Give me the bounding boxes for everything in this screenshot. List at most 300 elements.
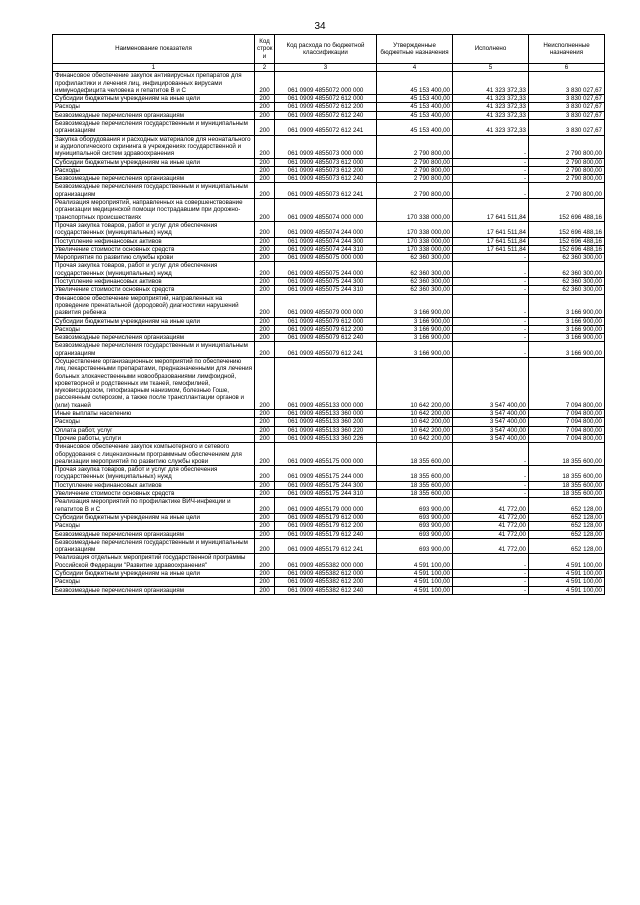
table-row	[53, 103, 605, 111]
executed-amount-cell: -	[453, 286, 529, 294]
table-row	[53, 254, 605, 262]
executed-amount-cell: -	[453, 490, 529, 498]
column-header-budget-code: Код расхода по бюджетной классификации	[275, 35, 377, 64]
table-row	[53, 418, 605, 426]
line-code-cell: 200	[255, 513, 275, 521]
unexecuted-amount-cell: 3 166 900,00	[529, 342, 605, 358]
budget-code-cell: 061 0909 4855072 612 000	[275, 95, 377, 103]
column-numbers-row	[53, 64, 605, 72]
approved-amount-cell: 693 900,00	[377, 522, 453, 530]
table-row	[53, 357, 605, 409]
indicator-name-cell: Субсидии бюджетным учреждениям на иные цели	[53, 570, 255, 578]
table-row	[53, 166, 605, 174]
approved-amount-cell: 693 900,00	[377, 538, 453, 554]
approved-amount-cell: 18 355 600,00	[377, 481, 453, 489]
indicator-name-cell: Закупка оборудования и расходных материалов для неонатального и аудиологического скрининга в учреждениях государственной и муниципальной систем здравоохранения	[53, 135, 255, 158]
table-row	[53, 158, 605, 166]
approved-amount-cell: 693 900,00	[377, 513, 453, 521]
table-row	[53, 237, 605, 245]
unexecuted-amount-cell: 7 094 800,00	[529, 418, 605, 426]
approved-amount-cell: 45 153 400,00	[377, 103, 453, 111]
unexecuted-amount-cell: 2 790 800,00	[529, 166, 605, 174]
budget-code-cell: 061 0909 4855073 612 241	[275, 183, 377, 199]
table-row	[53, 538, 605, 554]
indicator-name-cell: Расходы	[53, 522, 255, 530]
budget-code-cell: 061 0909 4855382 612 200	[275, 578, 377, 586]
budget-code-cell: 061 0909 4855075 000 000	[275, 254, 377, 262]
table-row	[53, 334, 605, 342]
unexecuted-amount-cell: 3 830 027,67	[529, 95, 605, 103]
approved-amount-cell: 4 591 100,00	[377, 586, 453, 594]
executed-amount-cell: -	[453, 294, 529, 317]
budget-code-cell: 061 0909 4855079 000 000	[275, 294, 377, 317]
line-code-cell: 200	[255, 317, 275, 325]
table-row	[53, 95, 605, 103]
executed-amount-cell: 41 772,00	[453, 498, 529, 514]
approved-amount-cell: 10 642 200,00	[377, 426, 453, 434]
executed-amount-cell: 3 547 400,00	[453, 357, 529, 409]
line-code-cell: 200	[255, 586, 275, 594]
line-code-cell: 200	[255, 158, 275, 166]
column-header-executed: Исполнено	[453, 35, 529, 64]
table-row	[53, 554, 605, 570]
budget-code-cell: 061 0909 4855133 360 226	[275, 434, 377, 442]
line-code-cell: 200	[255, 286, 275, 294]
executed-amount-cell: 41 772,00	[453, 513, 529, 521]
column-header-name: Наименование показателя	[53, 35, 255, 64]
executed-amount-cell: 41 323 372,33	[453, 120, 529, 136]
line-code-cell: 200	[255, 199, 275, 222]
unexecuted-amount-cell: 2 790 800,00	[529, 183, 605, 199]
table-row	[53, 278, 605, 286]
line-code-cell: 200	[255, 410, 275, 418]
line-code-cell: 200	[255, 498, 275, 514]
approved-amount-cell: 170 338 000,00	[377, 199, 453, 222]
unexecuted-amount-cell: 3 166 900,00	[529, 317, 605, 325]
unexecuted-amount-cell: 7 094 800,00	[529, 410, 605, 418]
approved-amount-cell: 10 642 200,00	[377, 410, 453, 418]
line-code-cell: 200	[255, 175, 275, 183]
table-row	[53, 294, 605, 317]
approved-amount-cell: 2 790 800,00	[377, 175, 453, 183]
table-row	[53, 325, 605, 333]
line-code-cell: 200	[255, 103, 275, 111]
table-row	[53, 342, 605, 358]
executed-amount-cell: -	[453, 278, 529, 286]
column-number: 3	[275, 64, 377, 72]
line-code-cell: 200	[255, 325, 275, 333]
unexecuted-amount-cell: 2 790 800,00	[529, 135, 605, 158]
indicator-name-cell: Финансовое обеспечение мероприятий, направленных на проведение пренатальной (дородовой) диагностики нарушений развития ребенка	[53, 294, 255, 317]
approved-amount-cell: 693 900,00	[377, 498, 453, 514]
executed-amount-cell: -	[453, 135, 529, 158]
table-row	[53, 286, 605, 294]
column-number: 1	[53, 64, 255, 72]
budget-code-cell: 061 0909 4855382 612 240	[275, 586, 377, 594]
indicator-name-cell: Безвозмездные перечисления организациям	[53, 111, 255, 119]
approved-amount-cell: 45 153 400,00	[377, 95, 453, 103]
table-row	[53, 175, 605, 183]
line-code-cell: 200	[255, 342, 275, 358]
unexecuted-amount-cell: 152 696 488,16	[529, 221, 605, 237]
indicator-name-cell: Финансовое обеспечение закупок компьютерного и сетевого оборудования с лицензионным программным обеспечением для реализации мероприятий по развитию службы крови	[53, 443, 255, 466]
indicator-name-cell: Безвозмездные перечисления государственным и муниципальным организациям	[53, 342, 255, 358]
budget-code-cell: 061 0909 4855133 000 000	[275, 357, 377, 409]
budget-code-cell: 061 0909 4855079 612 241	[275, 342, 377, 358]
unexecuted-amount-cell: 4 591 100,00	[529, 586, 605, 594]
unexecuted-amount-cell: 7 094 800,00	[529, 426, 605, 434]
executed-amount-cell: 17 641 511,84	[453, 221, 529, 237]
budget-code-cell: 061 0909 4855133 360 220	[275, 426, 377, 434]
indicator-name-cell: Расходы	[53, 578, 255, 586]
executed-amount-cell: -	[453, 334, 529, 342]
budget-code-cell: 061 0909 4855072 612 241	[275, 120, 377, 136]
executed-amount-cell: 41 772,00	[453, 522, 529, 530]
indicator-name-cell: Субсидии бюджетным учреждениям на иные цели	[53, 513, 255, 521]
executed-amount-cell: -	[453, 317, 529, 325]
column-number: 5	[453, 64, 529, 72]
budget-code-cell: 061 0909 4855072 000 000	[275, 72, 377, 95]
unexecuted-amount-cell: 2 790 800,00	[529, 175, 605, 183]
executed-amount-cell: -	[453, 325, 529, 333]
indicator-name-cell: Прочая закупка товаров, работ и услуг для обеспечения государственных (муниципальных) нужд	[53, 221, 255, 237]
approved-amount-cell: 62 360 300,00	[377, 278, 453, 286]
budget-code-cell: 061 0909 4855073 612 200	[275, 166, 377, 174]
indicator-name-cell: Расходы	[53, 418, 255, 426]
indicator-name-cell: Расходы	[53, 103, 255, 111]
line-code-cell: 200	[255, 111, 275, 119]
executed-amount-cell: 41 323 372,33	[453, 72, 529, 95]
budget-code-cell: 061 0909 4855175 244 300	[275, 481, 377, 489]
approved-amount-cell: 693 900,00	[377, 530, 453, 538]
executed-amount-cell: -	[453, 254, 529, 262]
unexecuted-amount-cell: 3 166 900,00	[529, 325, 605, 333]
executed-amount-cell: 3 547 400,00	[453, 410, 529, 418]
indicator-name-cell: Увеличение стоимости основных средств	[53, 245, 255, 253]
budget-code-cell: 061 0909 4855175 000 000	[275, 443, 377, 466]
unexecuted-amount-cell: 4 591 100,00	[529, 554, 605, 570]
indicator-name-cell: Осуществление организационных мероприятий по обеспечению лиц лекарственными препаратами, предназначенными для лечения больных злокачественными новообразованиями лимфоидной, кроветворной и родственных им тканей, гемофилией, муковисцидозом, гипофизарным нанизмом, болезнью Гоше, рассеянным склерозом, а также после трансплантации органов и (или) тканей	[53, 357, 255, 409]
indicator-name-cell: Субсидии бюджетным учреждениям на иные цели	[53, 317, 255, 325]
column-number: 6	[529, 64, 605, 72]
line-code-cell: 200	[255, 481, 275, 489]
unexecuted-amount-cell: 7 094 800,00	[529, 434, 605, 442]
indicator-name-cell: Расходы	[53, 166, 255, 174]
indicator-name-cell: Поступление нефинансовых активов	[53, 278, 255, 286]
indicator-name-cell: Поступление нефинансовых активов	[53, 237, 255, 245]
budget-code-cell: 061 0909 4855382 000 000	[275, 554, 377, 570]
page-number: 34	[314, 21, 326, 32]
approved-amount-cell: 3 166 900,00	[377, 334, 453, 342]
approved-amount-cell: 45 153 400,00	[377, 72, 453, 95]
indicator-name-cell: Увеличение стоимости основных средств	[53, 490, 255, 498]
table-row	[53, 410, 605, 418]
executed-amount-cell: 41 772,00	[453, 530, 529, 538]
budget-code-cell: 061 0909 4855075 244 300	[275, 278, 377, 286]
unexecuted-amount-cell: 3 166 900,00	[529, 334, 605, 342]
indicator-name-cell: Мероприятия по развитию службы крови	[53, 254, 255, 262]
table-row	[53, 481, 605, 489]
table-row	[53, 262, 605, 278]
executed-amount-cell: 41 323 372,33	[453, 111, 529, 119]
unexecuted-amount-cell: 7 094 800,00	[529, 357, 605, 409]
line-code-cell: 200	[255, 490, 275, 498]
approved-amount-cell: 170 338 000,00	[377, 245, 453, 253]
unexecuted-amount-cell: 62 360 300,00	[529, 278, 605, 286]
approved-amount-cell: 45 153 400,00	[377, 111, 453, 119]
table-row	[53, 221, 605, 237]
budget-code-cell: 061 0909 4855175 244 310	[275, 490, 377, 498]
table-row	[53, 570, 605, 578]
budget-code-cell: 061 0909 4855072 612 240	[275, 111, 377, 119]
unexecuted-amount-cell: 18 355 600,00	[529, 443, 605, 466]
table-row	[53, 513, 605, 521]
executed-amount-cell: -	[453, 342, 529, 358]
executed-amount-cell: 3 547 400,00	[453, 418, 529, 426]
budget-code-cell: 061 0909 4855074 244 000	[275, 221, 377, 237]
executed-amount-cell: -	[453, 586, 529, 594]
budget-code-cell: 061 0909 4855133 360 200	[275, 418, 377, 426]
approved-amount-cell: 2 790 800,00	[377, 166, 453, 174]
line-code-cell: 200	[255, 120, 275, 136]
table-row	[53, 317, 605, 325]
line-code-cell: 200	[255, 530, 275, 538]
unexecuted-amount-cell: 652 128,00	[529, 538, 605, 554]
line-code-cell: 200	[255, 72, 275, 95]
table-row	[53, 522, 605, 530]
executed-amount-cell: 17 641 511,84	[453, 237, 529, 245]
approved-amount-cell: 3 166 900,00	[377, 294, 453, 317]
executed-amount-cell: -	[453, 554, 529, 570]
unexecuted-amount-cell: 152 696 488,16	[529, 237, 605, 245]
budget-code-cell: 061 0909 4855072 612 200	[275, 103, 377, 111]
budget-code-cell: 061 0909 4855179 612 241	[275, 538, 377, 554]
table-row	[53, 245, 605, 253]
indicator-name-cell: Увеличение стоимости основных средств	[53, 286, 255, 294]
unexecuted-amount-cell: 652 128,00	[529, 513, 605, 521]
column-header-approved: Утвержденные бюджетные назначения	[377, 35, 453, 64]
column-header-line-code: Код строк и	[255, 35, 275, 64]
executed-amount-cell: -	[453, 183, 529, 199]
budget-code-cell: 061 0909 4855079 612 240	[275, 334, 377, 342]
table-row	[53, 120, 605, 136]
column-number: 2	[255, 64, 275, 72]
budget-code-cell: 061 0909 4855179 612 200	[275, 522, 377, 530]
table-row	[53, 199, 605, 222]
line-code-cell: 200	[255, 334, 275, 342]
approved-amount-cell: 3 166 900,00	[377, 325, 453, 333]
approved-amount-cell: 10 642 200,00	[377, 357, 453, 409]
unexecuted-amount-cell: 2 790 800,00	[529, 158, 605, 166]
approved-amount-cell: 170 338 000,00	[377, 221, 453, 237]
indicator-name-cell: Поступление нефинансовых активов	[53, 481, 255, 489]
approved-amount-cell: 62 360 300,00	[377, 254, 453, 262]
budget-code-cell: 061 0909 4855179 612 240	[275, 530, 377, 538]
line-code-cell: 200	[255, 418, 275, 426]
line-code-cell: 200	[255, 254, 275, 262]
executed-amount-cell: 17 641 511,84	[453, 199, 529, 222]
budget-code-cell: 061 0909 4855073 000 000	[275, 135, 377, 158]
table-header-row	[53, 35, 605, 64]
line-code-cell: 200	[255, 578, 275, 586]
budget-code-cell: 061 0909 4855074 244 300	[275, 237, 377, 245]
budget-code-cell: 061 0909 4855073 612 240	[275, 175, 377, 183]
budget-code-cell: 061 0909 4855075 244 310	[275, 286, 377, 294]
budget-code-cell: 061 0909 4855079 612 000	[275, 317, 377, 325]
approved-amount-cell: 2 790 800,00	[377, 158, 453, 166]
executed-amount-cell: 41 323 372,33	[453, 103, 529, 111]
table-row	[53, 530, 605, 538]
line-code-cell: 200	[255, 183, 275, 199]
budget-code-cell: 061 0909 4855074 000 000	[275, 199, 377, 222]
column-header-unexecuted: Неисполненные назначения	[529, 35, 605, 64]
table-row	[53, 72, 605, 95]
indicator-name-cell: Безвозмездные перечисления государственным и муниципальным организациям	[53, 120, 255, 136]
indicator-name-cell: Безвозмездные перечисления организациям	[53, 530, 255, 538]
approved-amount-cell: 4 591 100,00	[377, 578, 453, 586]
line-code-cell: 200	[255, 554, 275, 570]
line-code-cell: 200	[255, 166, 275, 174]
table-row	[53, 490, 605, 498]
unexecuted-amount-cell: 152 696 488,16	[529, 245, 605, 253]
unexecuted-amount-cell: 62 360 300,00	[529, 254, 605, 262]
unexecuted-amount-cell: 3 830 027,67	[529, 72, 605, 95]
executed-amount-cell: -	[453, 570, 529, 578]
indicator-name-cell: Прочая закупка товаров, работ и услуг для обеспечения государственных (муниципальных) нужд	[53, 262, 255, 278]
line-code-cell: 200	[255, 245, 275, 253]
unexecuted-amount-cell: 18 355 600,00	[529, 490, 605, 498]
executed-amount-cell: -	[453, 175, 529, 183]
approved-amount-cell: 18 355 600,00	[377, 466, 453, 482]
table-row	[53, 443, 605, 466]
budget-code-cell: 061 0909 4855133 360 000	[275, 410, 377, 418]
budget-code-cell: 061 0909 4855382 612 000	[275, 570, 377, 578]
indicator-name-cell: Расходы	[53, 325, 255, 333]
unexecuted-amount-cell: 3 166 900,00	[529, 294, 605, 317]
approved-amount-cell: 3 166 900,00	[377, 317, 453, 325]
approved-amount-cell: 62 360 300,00	[377, 262, 453, 278]
executed-amount-cell: -	[453, 466, 529, 482]
indicator-name-cell: Безвозмездные перечисления государственным и муниципальным организациям	[53, 183, 255, 199]
indicator-name-cell: Безвозмездные перечисления государственным и муниципальным организациям	[53, 538, 255, 554]
table-row	[53, 466, 605, 482]
approved-amount-cell: 170 338 000,00	[377, 237, 453, 245]
approved-amount-cell: 62 360 300,00	[377, 286, 453, 294]
executed-amount-cell: -	[453, 166, 529, 174]
approved-amount-cell: 2 790 800,00	[377, 135, 453, 158]
table-row	[53, 183, 605, 199]
unexecuted-amount-cell: 4 591 100,00	[529, 570, 605, 578]
approved-amount-cell: 10 642 200,00	[377, 418, 453, 426]
unexecuted-amount-cell: 652 128,00	[529, 530, 605, 538]
indicator-name-cell: Реализация мероприятий, направленных на совершенствование организации медицинской помощи пострадавшим при дорожно-транспортных происшествиях	[53, 199, 255, 222]
unexecuted-amount-cell: 3 830 027,67	[529, 120, 605, 136]
executed-amount-cell: -	[453, 262, 529, 278]
line-code-cell: 200	[255, 466, 275, 482]
executed-amount-cell: 3 547 400,00	[453, 426, 529, 434]
indicator-name-cell: Субсидии бюджетным учреждениям на иные цели	[53, 95, 255, 103]
line-code-cell: 200	[255, 538, 275, 554]
table-row	[53, 498, 605, 514]
line-code-cell: 200	[255, 262, 275, 278]
indicator-name-cell: Субсидии бюджетным учреждениям на иные цели	[53, 158, 255, 166]
approved-amount-cell: 18 355 600,00	[377, 443, 453, 466]
line-code-cell: 200	[255, 237, 275, 245]
column-number: 4	[377, 64, 453, 72]
indicator-name-cell: Финансовое обеспечение закупок антивирусных препаратов для профилактики и лечения лиц, инфицированных вирусами иммунодефицита человека и гепатитов B и C	[53, 72, 255, 95]
unexecuted-amount-cell: 652 128,00	[529, 498, 605, 514]
indicator-name-cell: Прочие работы, услуги	[53, 434, 255, 442]
budget-code-cell: 061 0909 4855179 612 000	[275, 513, 377, 521]
unexecuted-amount-cell: 3 830 027,67	[529, 103, 605, 111]
table-row	[53, 135, 605, 158]
line-code-cell: 200	[255, 570, 275, 578]
line-code-cell: 200	[255, 135, 275, 158]
budget-code-cell: 061 0909 4855075 244 000	[275, 262, 377, 278]
approved-amount-cell: 45 153 400,00	[377, 120, 453, 136]
line-code-cell: 200	[255, 221, 275, 237]
line-code-cell: 200	[255, 426, 275, 434]
unexecuted-amount-cell: 62 360 300,00	[529, 262, 605, 278]
executed-amount-cell: -	[453, 578, 529, 586]
unexecuted-amount-cell: 62 360 300,00	[529, 286, 605, 294]
executed-amount-cell: -	[453, 158, 529, 166]
budget-code-cell: 061 0909 4855175 244 000	[275, 466, 377, 482]
approved-amount-cell: 18 355 600,00	[377, 490, 453, 498]
indicator-name-cell: Реализация мероприятий по профилактике ВИЧ-инфекции и гепатитов B и C	[53, 498, 255, 514]
indicator-name-cell: Реализация отдельных мероприятий государственной программы Российской Федерации "Развитие здравоохранения"	[53, 554, 255, 570]
indicator-name-cell: Иные выплаты населению	[53, 410, 255, 418]
indicator-name-cell: Прочая закупка товаров, работ и услуг для обеспечения государственных (муниципальных) нужд	[53, 466, 255, 482]
unexecuted-amount-cell: 152 696 488,16	[529, 199, 605, 222]
line-code-cell: 200	[255, 357, 275, 409]
unexecuted-amount-cell: 3 830 027,67	[529, 111, 605, 119]
line-code-cell: 200	[255, 522, 275, 530]
budget-code-cell: 061 0909 4855179 000 000	[275, 498, 377, 514]
table-body	[53, 72, 605, 595]
executed-amount-cell: -	[453, 443, 529, 466]
executed-amount-cell: 17 641 511,84	[453, 245, 529, 253]
line-code-cell: 200	[255, 278, 275, 286]
line-code-cell: 200	[255, 294, 275, 317]
indicator-name-cell: Безвозмездные перечисления организациям	[53, 586, 255, 594]
line-code-cell: 200	[255, 434, 275, 442]
indicator-name-cell: Безвозмездные перечисления организациям	[53, 334, 255, 342]
approved-amount-cell: 3 166 900,00	[377, 342, 453, 358]
approved-amount-cell: 4 591 100,00	[377, 570, 453, 578]
executed-amount-cell: 3 547 400,00	[453, 434, 529, 442]
budget-execution-table	[52, 34, 605, 595]
unexecuted-amount-cell: 18 355 600,00	[529, 481, 605, 489]
budget-code-cell: 061 0909 4855073 612 000	[275, 158, 377, 166]
budget-code-cell: 061 0909 4855074 244 310	[275, 245, 377, 253]
executed-amount-cell: -	[453, 481, 529, 489]
indicator-name-cell: Оплата работ, услуг	[53, 426, 255, 434]
table-row	[53, 578, 605, 586]
approved-amount-cell: 10 642 200,00	[377, 434, 453, 442]
line-code-cell: 200	[255, 95, 275, 103]
approved-amount-cell: 4 591 100,00	[377, 554, 453, 570]
executed-amount-cell: 41 323 372,33	[453, 95, 529, 103]
approved-amount-cell: 2 790 800,00	[377, 183, 453, 199]
line-code-cell: 200	[255, 443, 275, 466]
unexecuted-amount-cell: 4 591 100,00	[529, 578, 605, 586]
table-row	[53, 111, 605, 119]
table-row	[53, 586, 605, 594]
unexecuted-amount-cell: 652 128,00	[529, 522, 605, 530]
indicator-name-cell: Безвозмездные перечисления организациям	[53, 175, 255, 183]
budget-code-cell: 061 0909 4855079 612 200	[275, 325, 377, 333]
